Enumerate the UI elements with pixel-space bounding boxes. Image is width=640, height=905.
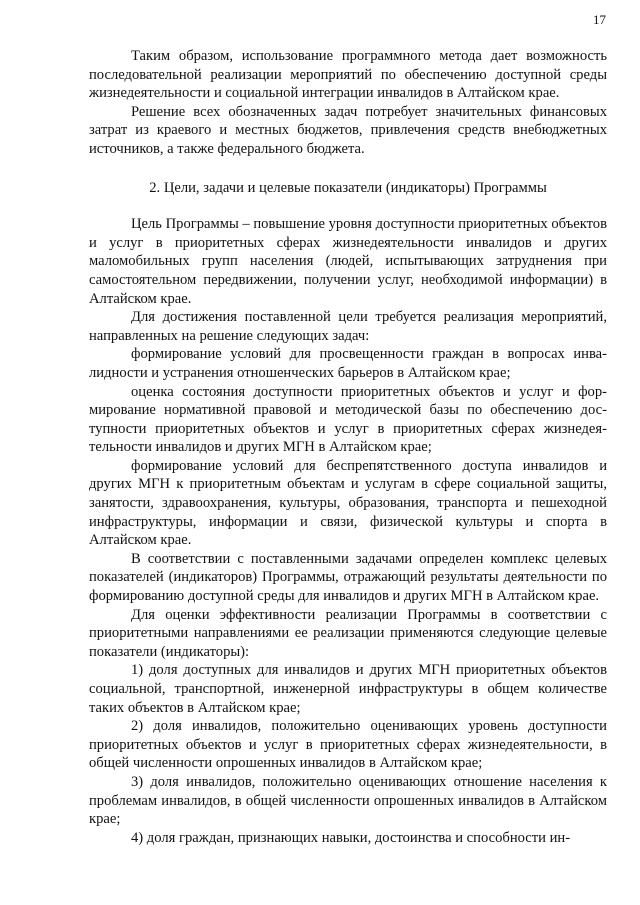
document-body [89,47,607,847]
paragraph-indicator-4: 4) доля граждан, признающих навыки, достоинства и способности ин- [131,829,571,846]
paragraph-indicators-complex: В соответствии с поставленными задачами определен комплекс целевых показателей (индикаторов) Программы, отражающий результаты деятельности по формированию доступной среды для инвалидов и других МГН в Алтайском крае. [89,550,607,605]
paragraph-program-method: Таким образом, использование программного метода дает возможность последовательной реализации мероприятий по обеспечению доступной среды жизнедеятельности и социальной интеграции инвалидов в Алтайском крае. [89,48,607,102]
paragraph-task-awareness: формирование условий для просвещенности граждан в вопросах инвалидности и устранения отношенческих барьеров в Алтайском крае; [89,346,607,381]
paragraph-indicators-intro: Для оценки эффективности реализации Программы в соответствии с приоритетными направлениями ее реализации применяются следующие целевые показатели (индикаторы): [89,606,607,660]
paragraph-indicator-3: 3) доля инвалидов, положительно оценивающих отношение населения к проблемам инвалидов, в общей численности опрошенных инвалидов в Алтайском крае; [89,773,607,828]
paragraph-task-assessment: оценка состояния доступности приоритетных объектов и услуг и формирование нормативной правовой и методической базы по обеспечению доступности приоритетных объектов и услуг в приоритетных сферах жизнедеятельности инвалидов и других МГН в Алтайском крае; [89,383,607,456]
paragraph-task-access: формирование условий для беспрепятственного доступа инвалидов и других МГН к приоритетным объектам и услугам в сфере социальной защиты, занятости, здравоохранения, культуры, образования, транспорта и пешеходной инфраструктуры, информации и связи, физической культуры и спорта в Алтайском крае. [89,457,607,549]
paragraph-program-goal: Цель Программы – повышение уровня доступности приоритетных объектов и услуг в приоритетных сферах жизнедеятельности инвалидов и других маломобильных групп населения (людей, испытывающих затруднения при самостоятельном передвижении, получении услуг, необходимой информации) в Алтайском крае. [89,216,607,307]
page-number: 17 [593,12,606,27]
paragraph-financing: Решение всех обозначенных задач потребует значительных финансовых затрат из краевого и местных бюджетов, привлечения средств внебюджетных источников, а также федерального бюджета. [89,103,607,157]
paragraph-indicator-2: 2) доля инвалидов, положительно оценивающих уровень доступности приоритетных объектов и услуг в приоритетных сферах жизнедеятельности, в общей численности опрошенных инвалидов в Алтайском крае; [89,718,607,772]
section-heading: 2. Цели, задачи и целевые показатели (индикаторы) Программы [149,179,547,196]
paragraph-tasks-intro: Для достижения поставленной цели требуется реализация мероприятий, направленных на решение следующих задач: [89,309,607,344]
paragraph-indicator-1: 1) доля доступных для инвалидов и других МГН приоритетных объектов социальной, транспортной, инженерной инфраструктуры в общем количестве таких объектов в Алтайском крае; [89,662,607,716]
